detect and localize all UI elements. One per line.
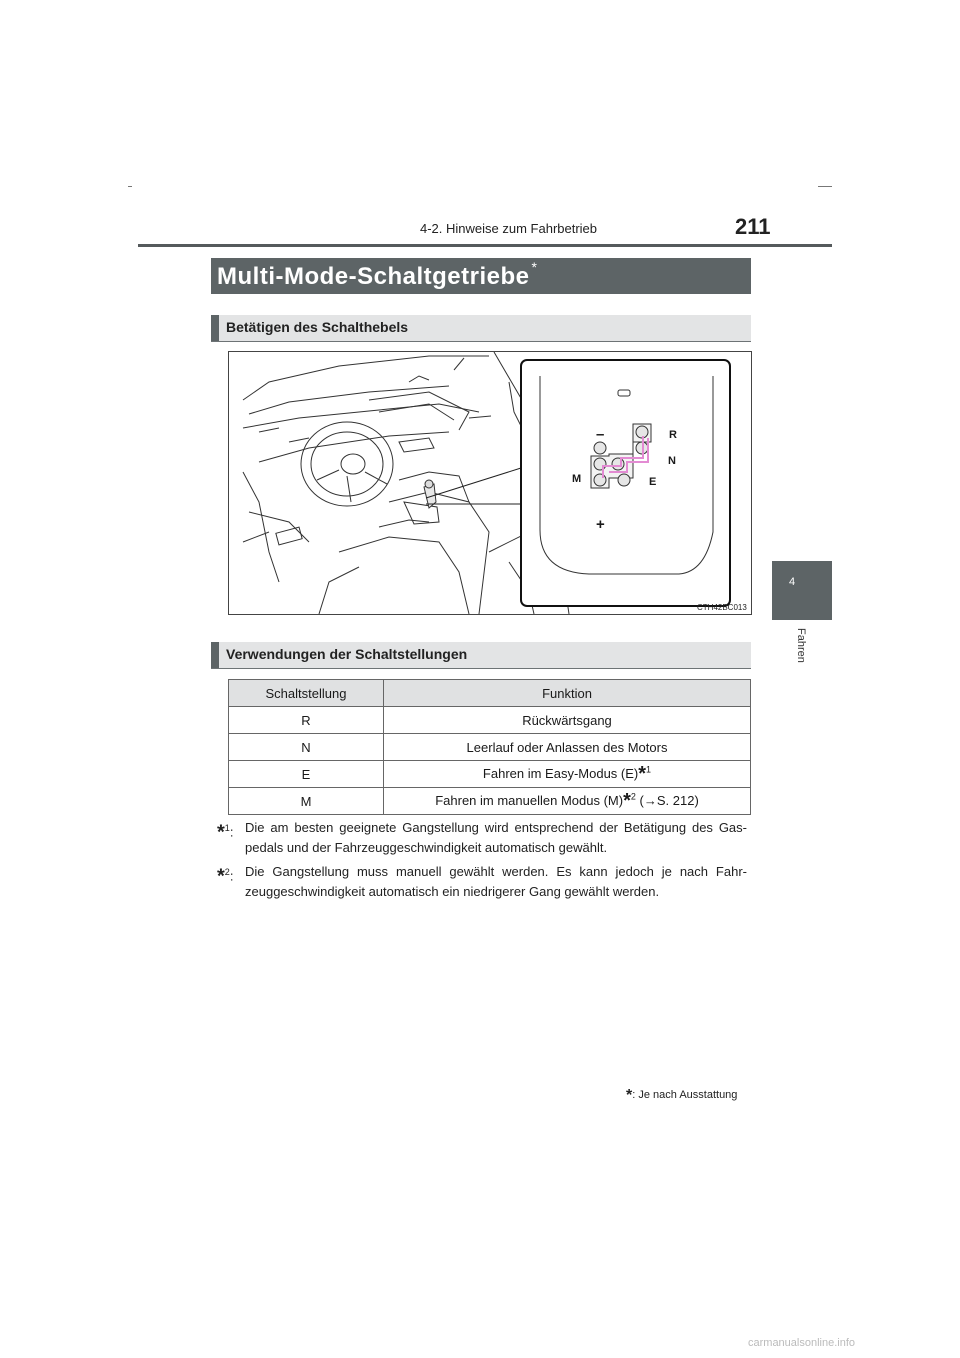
- footnote-2: [217, 862, 752, 904]
- function-text: Fahren im manuellen Modus (M): [435, 792, 624, 808]
- footnote-number: 1: [224, 823, 230, 833]
- table-cell-position: E: [229, 761, 384, 788]
- shift-positions-table: [228, 679, 751, 815]
- footnote-mark: *: [623, 789, 631, 812]
- section-marker: [211, 315, 219, 341]
- chapter-label: Fahren: [795, 628, 807, 663]
- table-header-position: Schaltstellung: [229, 680, 384, 707]
- table-row: [229, 788, 751, 815]
- table-cell-position: R: [229, 707, 384, 734]
- table-header-function: Funktion: [384, 680, 751, 707]
- shift-label-e: E: [649, 476, 657, 488]
- footnote-sep: :: [229, 824, 234, 840]
- shift-label-m: M: [572, 473, 582, 485]
- running-header: 4-2. Hinweise zum Fahrbetrieb: [420, 221, 598, 236]
- page-title: [217, 259, 538, 291]
- table-cell-function: [384, 788, 751, 815]
- footnote-star: *: [217, 865, 225, 888]
- footnote-text: Die am besten geeignete Gangstellung wird entsprechend der Betätigung des Gas-pedals und der Fahrzeuggeschwindigkeit automatisch gewählt.: [245, 820, 747, 855]
- table-cell-function: Rückwärtsgang: [384, 707, 751, 734]
- equipment-note: [626, 1087, 737, 1105]
- chapter-tab: [772, 561, 832, 620]
- shift-label-r: R: [669, 429, 677, 441]
- equipment-text: : Je nach Ausstattung: [632, 1089, 738, 1101]
- section-marker: [211, 642, 219, 668]
- section-heading-text: Betätigen des Schalthebels: [226, 319, 409, 335]
- footnote-marker: [217, 862, 233, 886]
- page-number: 211: [735, 214, 771, 239]
- figure-code: CTH42BC013: [697, 603, 747, 612]
- table-row: [229, 761, 751, 788]
- table-cell-position: M: [229, 788, 384, 815]
- dashboard-illustration: [229, 352, 751, 614]
- function-text: Fahren im Easy-Modus (E): [482, 765, 639, 781]
- page-ref-link[interactable]: S. 212): [656, 792, 699, 808]
- chapter-number: 4: [789, 576, 796, 588]
- crop-mark-right: [818, 186, 832, 187]
- title-star: *: [531, 259, 538, 275]
- equipment-star: *: [626, 1087, 633, 1104]
- footnote-text: Die Gangstellung muss manuell gewählt werden. Es kann jedoch je nach Fahr-zeuggeschwindigkeit automatisch ein niedrigerer Gang gewählt werden.: [245, 864, 747, 899]
- footnote-marker: [217, 818, 233, 842]
- footnote-1: [217, 818, 752, 860]
- page-ref-arrow: →: [643, 792, 657, 808]
- watermark: carmanualsonline.info: [748, 1337, 856, 1349]
- footnote-number: 2: [630, 791, 636, 802]
- footnote-star: *: [217, 821, 225, 844]
- page-ref-open: (: [639, 792, 644, 808]
- shift-lever-illustration: [228, 351, 752, 615]
- table-row: [229, 707, 751, 734]
- table-header-row: [229, 680, 751, 707]
- shift-label-n: N: [668, 455, 676, 467]
- table-cell-position: N: [229, 734, 384, 761]
- shift-label-plus: +: [596, 516, 605, 533]
- crop-mark-left: [128, 186, 132, 187]
- footnote-number: 1: [646, 764, 652, 775]
- title-text: Multi-Mode-Schaltgetriebe: [217, 263, 530, 290]
- header-rule: [138, 244, 832, 247]
- table-cell-function: Leerlauf oder Anlassen des Motors: [384, 734, 751, 761]
- footnote-sep: :: [229, 868, 234, 884]
- section-heading-usages: [211, 642, 751, 669]
- footnote-number: 2: [224, 867, 230, 877]
- section-heading-text: Verwendungen der Schaltstellungen: [226, 646, 468, 662]
- footnote-mark: *: [638, 762, 647, 785]
- table-row: [229, 734, 751, 761]
- shift-label-minus: –: [596, 426, 605, 443]
- table-cell-function: [384, 761, 751, 788]
- section-heading-operating: [211, 315, 751, 342]
